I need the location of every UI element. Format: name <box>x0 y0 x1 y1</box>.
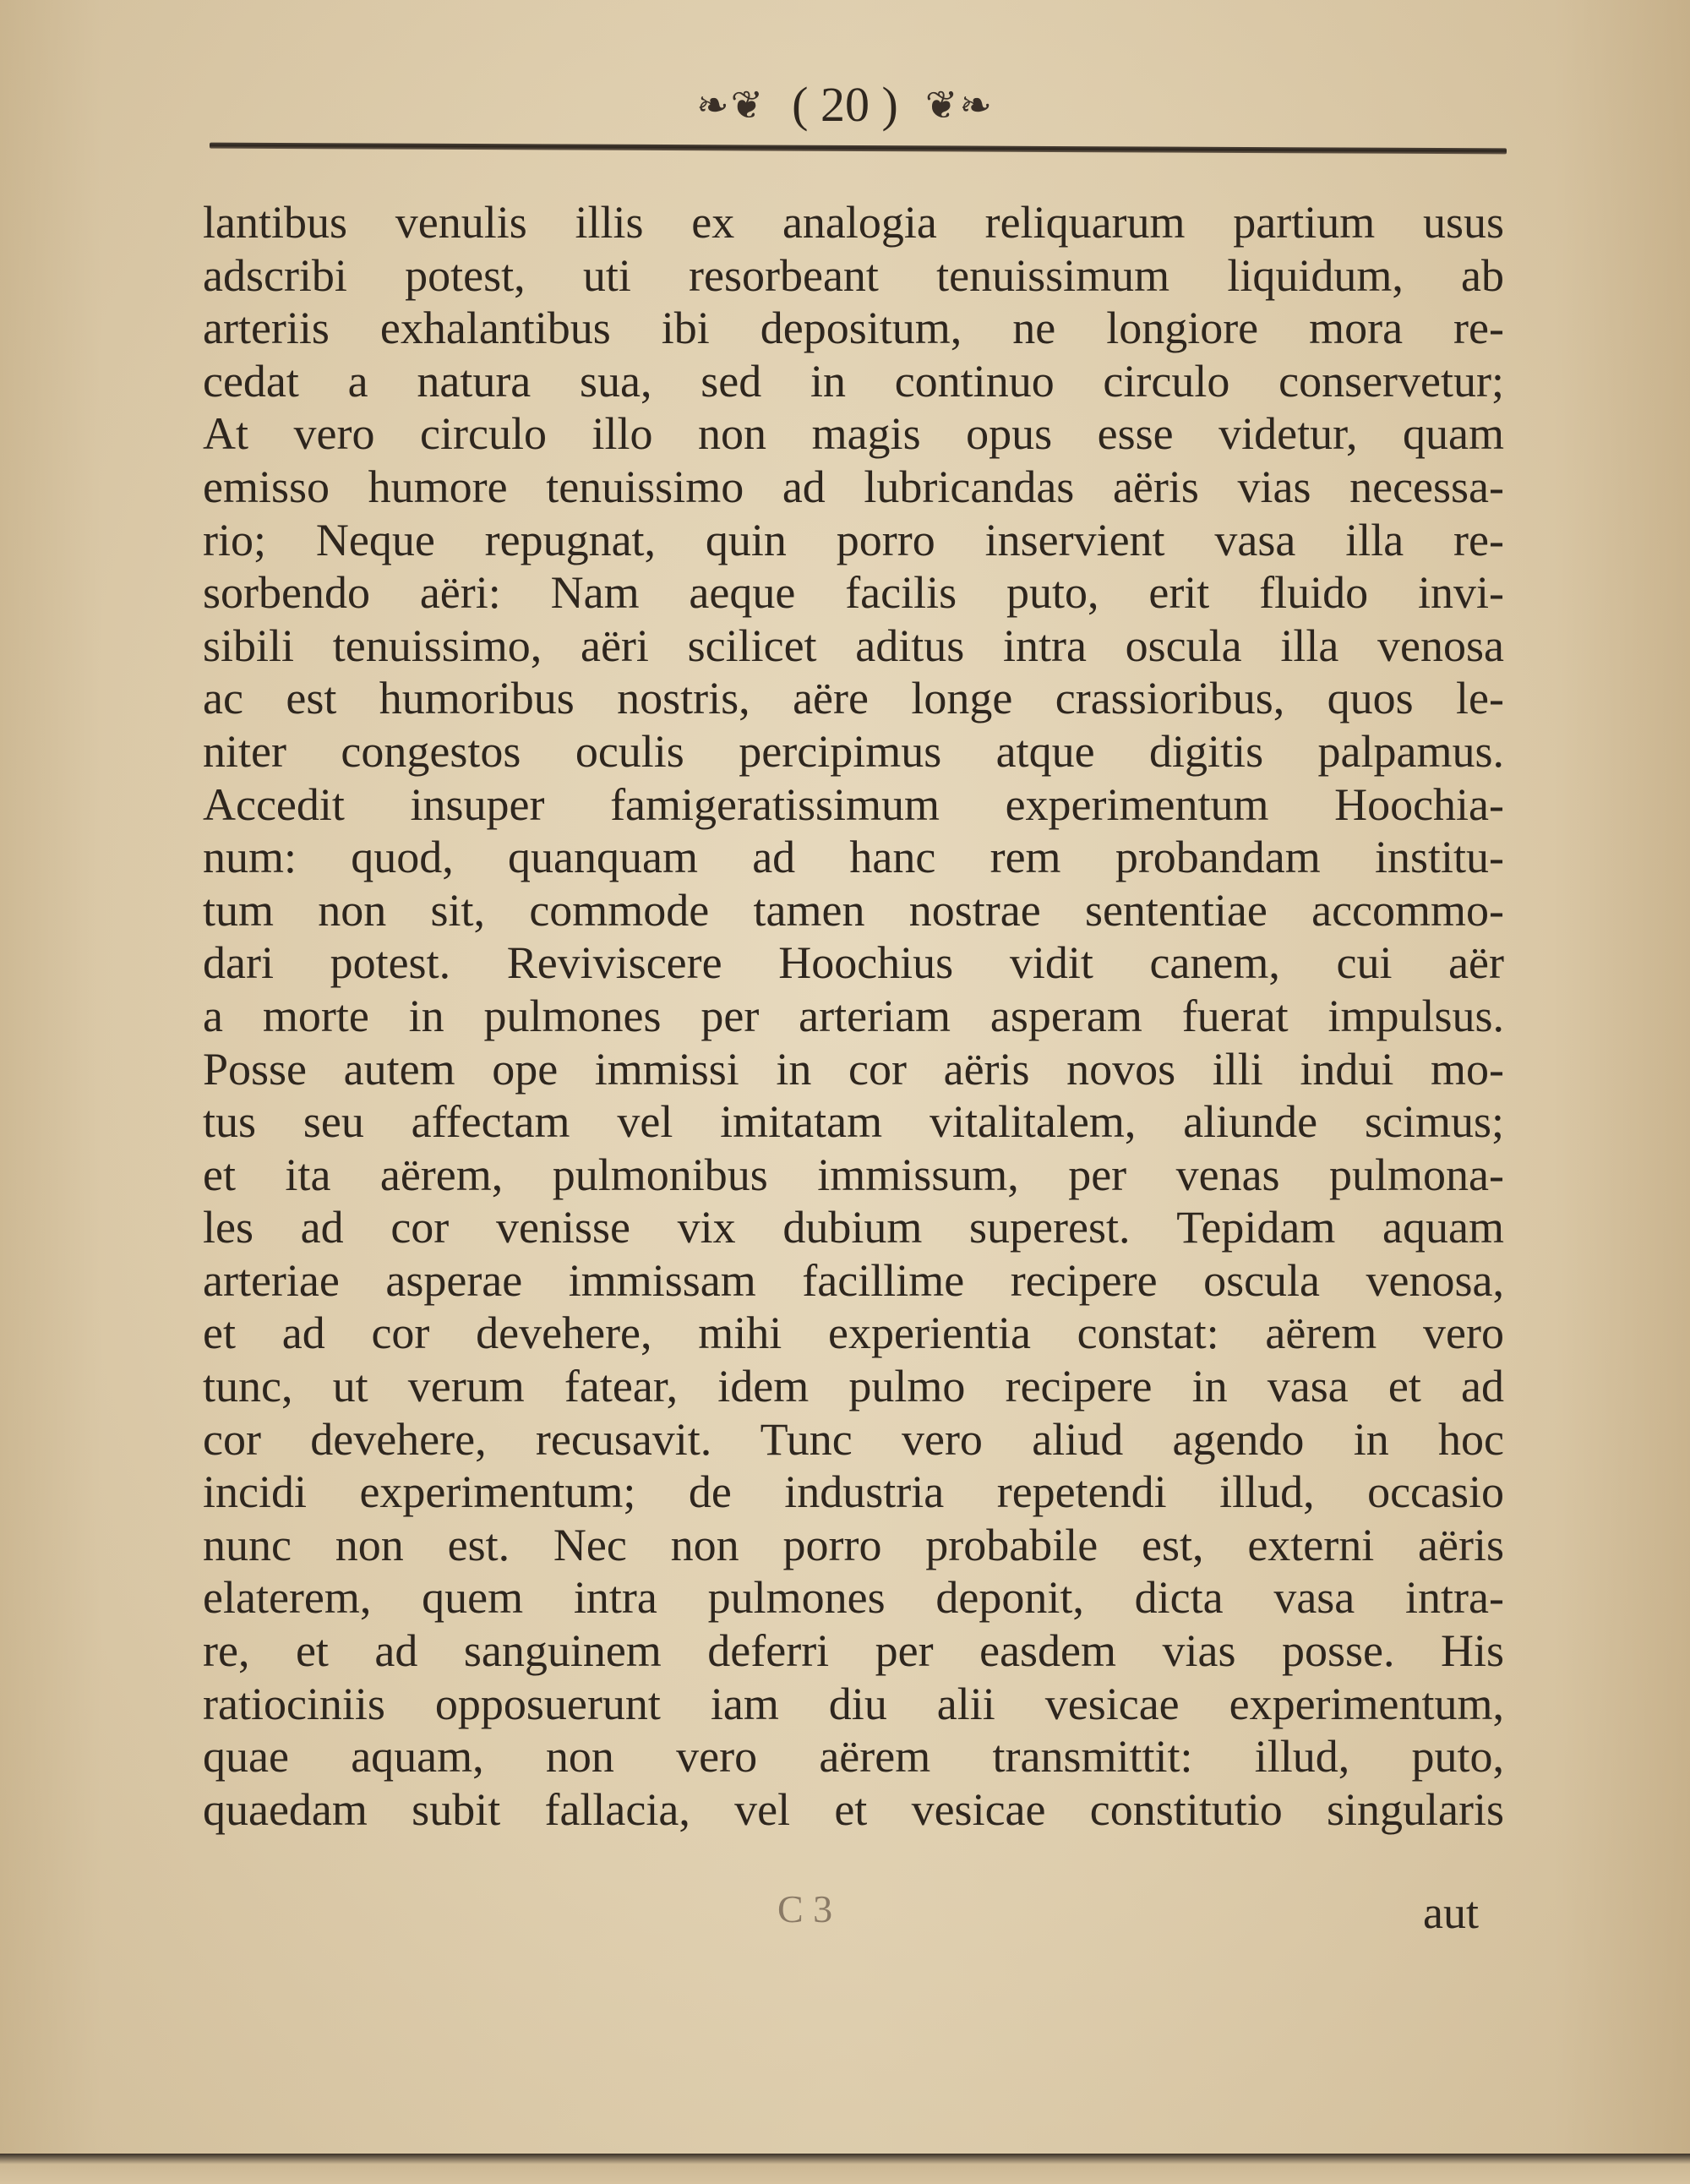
text-line: Accedit insuper famigeratissimum experimentum Hoochia- <box>203 778 1504 830</box>
header-rule <box>210 143 1507 155</box>
text-line: tus seu affectam vel imitatam vitalitalem, aliunde scimus; <box>203 1096 1504 1148</box>
text-line: Posse autem ope immissi in cor aëris novos illi indui mo- <box>203 1043 1504 1095</box>
text-line: sorbendo aëri: Nam aeque facilis puto, erit fluido invi- <box>203 567 1504 619</box>
text-line: dari potest. Reviviscere Hoochius vidit canem, cui aër <box>203 937 1504 989</box>
text-line: ac est humoribus nostris, aëre longe crassioribus, quos le- <box>203 673 1504 724</box>
text-line: arteriae asperae immissam facillime recipere oscula venosa, <box>203 1254 1504 1306</box>
text-line: les ad cor venisse vix dubium superest. Tepidam aquam <box>203 1202 1504 1253</box>
page-number: ( 20 ) <box>792 77 898 132</box>
text-line: cor devehere, recusavit. Tunc vero aliud agendo in hoc <box>203 1413 1504 1465</box>
left-ornament-icon: ❧❦ <box>696 83 766 127</box>
text-line: adscribi potest, uti resorbeant tenuissimum liquidum, ab <box>203 249 1504 301</box>
text-line: re, et ad sanguinem deferri per easdem vias posse. His <box>203 1625 1504 1677</box>
text-line: rio; Neque repugnat, quin porro inservient vasa illa re- <box>203 514 1504 565</box>
text-line: et ita aërem, pulmonibus immissum, per venas pulmona- <box>203 1149 1504 1200</box>
page-bottom-edge <box>0 2154 1690 2184</box>
catchword: aut <box>1423 1887 1479 1938</box>
text-line: tunc, ut verum fatear, idem pulmo recipere in vasa et ad <box>203 1361 1504 1412</box>
text-line: At vero circulo illo non magis opus esse videtur, quam <box>203 408 1504 460</box>
signature-mark: C 3 <box>777 1887 833 1930</box>
text-line: ratiociniis opposuerunt iam diu alii vesicae experimentum, <box>203 1678 1504 1729</box>
text-line: arteriis exhalantibus ibi depositum, ne longiore mora re- <box>203 303 1504 354</box>
text-line: sibili tenuissimo, aëri scilicet aditus intra oscula illa venosa <box>203 620 1504 671</box>
text-line: cedat a natura sua, sed in continuo circulo conservetur; <box>203 355 1504 407</box>
text-line: elaterem, quem intra pulmones deponit, dicta vasa intra- <box>203 1572 1504 1624</box>
text-line: lantibus venulis illis ex analogia reliquarum partium usus <box>203 197 1504 248</box>
text-line: et ad cor devehere, mihi experientia constat: aërem vero <box>203 1308 1504 1359</box>
text-line: quaedam subit fallacia, vel et vesicae constitutio singularis <box>203 1783 1504 1835</box>
text-line: emisso humore tenuissimo ad lubricandas aëris vias necessa- <box>203 461 1504 512</box>
text-line: a morte in pulmones per arteriam asperam fuerat impulsus. <box>203 990 1504 1041</box>
text-line: niter congestos oculis percipimus atque digitis palpamus. <box>203 725 1504 777</box>
text-line: nunc non est. Nec non porro probabile est, externi aëris <box>203 1519 1504 1570</box>
page-header <box>0 76 1690 144</box>
page-footer <box>203 1886 1504 1946</box>
text-line: tum non sit, commode tamen nostrae sententiae accommo- <box>203 884 1504 936</box>
body-text <box>203 196 1504 1836</box>
text-line: num: quod, quanquam ad hanc rem probandam institu- <box>203 832 1504 883</box>
right-ornament-icon: ❦❧ <box>924 83 994 127</box>
text-line: incidi experimentum; de industria repetendi illud, occasio <box>203 1466 1504 1518</box>
text-line: quae aquam, non vero aërem transmittit: illud, puto, <box>203 1731 1504 1783</box>
